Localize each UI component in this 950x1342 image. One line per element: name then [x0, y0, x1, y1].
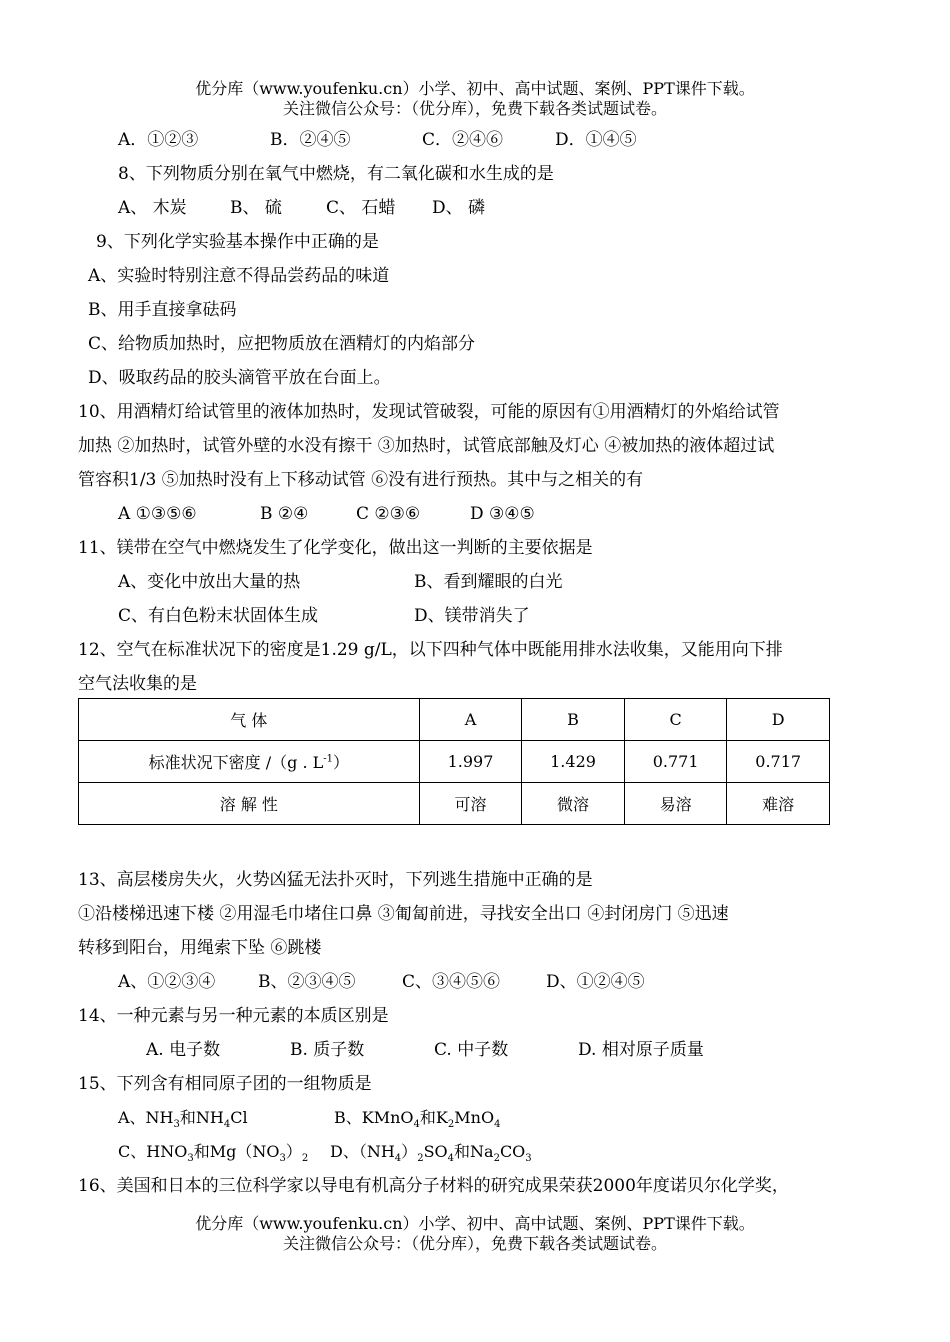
q16-stem: 16、美国和日本的三位科学家以导电有机高分子材料的研究成果荣获2000年度诺贝尔化学奖，: [78, 1176, 789, 1196]
density-c: 0.771: [624, 741, 727, 783]
q13-option-b: B、②③④⑤: [258, 972, 356, 992]
solubility-c: 易溶: [624, 783, 727, 825]
q15-option-d: D、$(NH_4)_2SO_4$和$Na_2CO_3$: [330, 1142, 532, 1165]
density-a: 1.997: [419, 741, 522, 783]
q10-line-3: 管容积1/3 ⑤加热时没有上下移动试管 ⑥没有进行预热。其中与之相关的有: [78, 470, 644, 490]
table-row: [79, 741, 830, 783]
q15-stem: 15、下列含有相同原子团的一组物质是: [78, 1074, 372, 1094]
q9-option-b: B、用手直接拿砝码: [88, 300, 237, 320]
q12-line-1: 12、空气在标准状况下的密度是1.29 g/L，以下四种气体中既能用排水法收集，又能用向下排: [78, 640, 783, 660]
density-d: 0.717: [727, 741, 830, 783]
q11-stem: 11、镁带在空气中燃烧发生了化学变化，做出这一判断的主要依据是: [78, 538, 593, 558]
solubility-b: 微溶: [522, 783, 625, 825]
q7-option-a: A．①②③: [118, 130, 199, 150]
q13-option-a: A、①②③④: [118, 972, 216, 992]
q10-option-b: B ②④: [260, 504, 309, 524]
table-row: [79, 699, 830, 741]
q9-stem: 9、下列化学实验基本操作中正确的是: [96, 232, 379, 252]
table-col-d: D: [727, 699, 830, 741]
q8-option-c: C、 石蜡: [326, 198, 396, 218]
table-col-c: C: [624, 699, 727, 741]
table-col-b: B: [522, 699, 625, 741]
q13-option-c: C、③④⑤⑥: [402, 972, 501, 992]
q9-option-a: A、实验时特别注意不得品尝药品的味道: [88, 266, 390, 286]
q7-option-c: C．②④⑥: [422, 130, 504, 150]
page-footer-line-2: 关注微信公众号：（优分库），免费下载各类试题试卷。: [282, 1234, 667, 1253]
q14-option-b: B. 质子数: [290, 1040, 365, 1060]
q14-option-d: D. 相对原子质量: [578, 1040, 704, 1060]
q10-line-1: 10、用酒精灯给试管里的液体加热时，发现试管破裂，可能的原因有①用酒精灯的外焰给试管: [78, 402, 780, 422]
q11-option-b: B、看到耀眼的白光: [414, 572, 563, 592]
page-header-line-2: 关注微信公众号：（优分库），免费下载各类试题试卷。: [282, 99, 667, 118]
q11-option-d: D、镁带消失了: [414, 606, 530, 626]
q10-option-a: A ①③⑤⑥: [118, 504, 197, 524]
q13-option-d: D、①②④⑤: [546, 972, 645, 992]
page-header-line-1: 优分库（www.youfenku.cn）小学、初中、高中试题、案例、PPT课件下载。: [195, 79, 755, 98]
density-label: 标准状况下密度 /（g . $L^{-1}$）: [79, 741, 420, 783]
table-row: [79, 783, 830, 825]
q15-option-a: A、$NH_3$和$NH_4Cl$: [118, 1108, 248, 1131]
q15-option-c: C、$HNO_3$和$Mg(NO_3)_2$: [118, 1142, 309, 1165]
q7-option-b: B．②④⑤: [270, 130, 351, 150]
solubility-d: 难溶: [727, 783, 830, 825]
q14-stem: 14、一种元素与另一种元素的本质区别是: [78, 1006, 389, 1026]
page-footer-line-1: 优分库（www.youfenku.cn）小学、初中、高中试题、案例、PPT课件下载。: [195, 1214, 755, 1233]
q8-option-d: D、 磷: [432, 198, 486, 218]
q8-option-a: A、 木炭: [118, 198, 187, 218]
q10-option-c: C ②③⑥: [356, 504, 421, 524]
q14-option-a: A. 电子数: [146, 1040, 221, 1060]
q9-option-d: D、吸取药品的胶头滴管平放在台面上。: [88, 368, 391, 388]
q13-measures-line-1: ①沿楼梯迅速下楼 ②用湿毛巾堵住口鼻 ③匍匐前进，寻找安全出口 ④封闭房门 ⑤迅速: [78, 904, 729, 924]
q15-option-b: B、KMnO$_4$和$K_2MnO_4$: [334, 1108, 501, 1131]
q9-option-c: C、给物质加热时，应把物质放在酒精灯的内焰部分: [88, 334, 476, 354]
density-b: 1.429: [522, 741, 625, 783]
q7-option-d: D．①④⑤: [555, 130, 637, 150]
gas-properties-table: [78, 698, 830, 825]
q11-option-a: A、变化中放出大量的热: [118, 572, 301, 592]
solubility-label: 溶 解 性: [79, 783, 420, 825]
q13-stem: 13、高层楼房失火，火势凶猛无法扑灭时，下列逃生措施中正确的是: [78, 870, 593, 890]
solubility-a: 可溶: [419, 783, 522, 825]
q11-option-c: C、有白色粉末状固体生成: [118, 606, 319, 626]
q10-option-d: D ③④⑤: [470, 504, 535, 524]
q14-option-c: C. 中子数: [434, 1040, 509, 1060]
table-head-label: 气 体: [79, 699, 420, 741]
q10-line-2: 加热 ②加热时，试管外壁的水没有擦干 ③加热时，试管底部触及灯心 ④被加热的液体超过试: [78, 436, 775, 456]
q13-measures-line-2: 转移到阳台，用绳索下坠 ⑥跳楼: [78, 938, 322, 958]
table-col-a: A: [419, 699, 522, 741]
q8-option-b: B、 硫: [230, 198, 282, 218]
q8-stem: 8、下列物质分别在氧气中燃烧，有二氧化碳和水生成的是: [118, 164, 554, 184]
q12-line-2: 空气法收集的是: [78, 674, 197, 694]
